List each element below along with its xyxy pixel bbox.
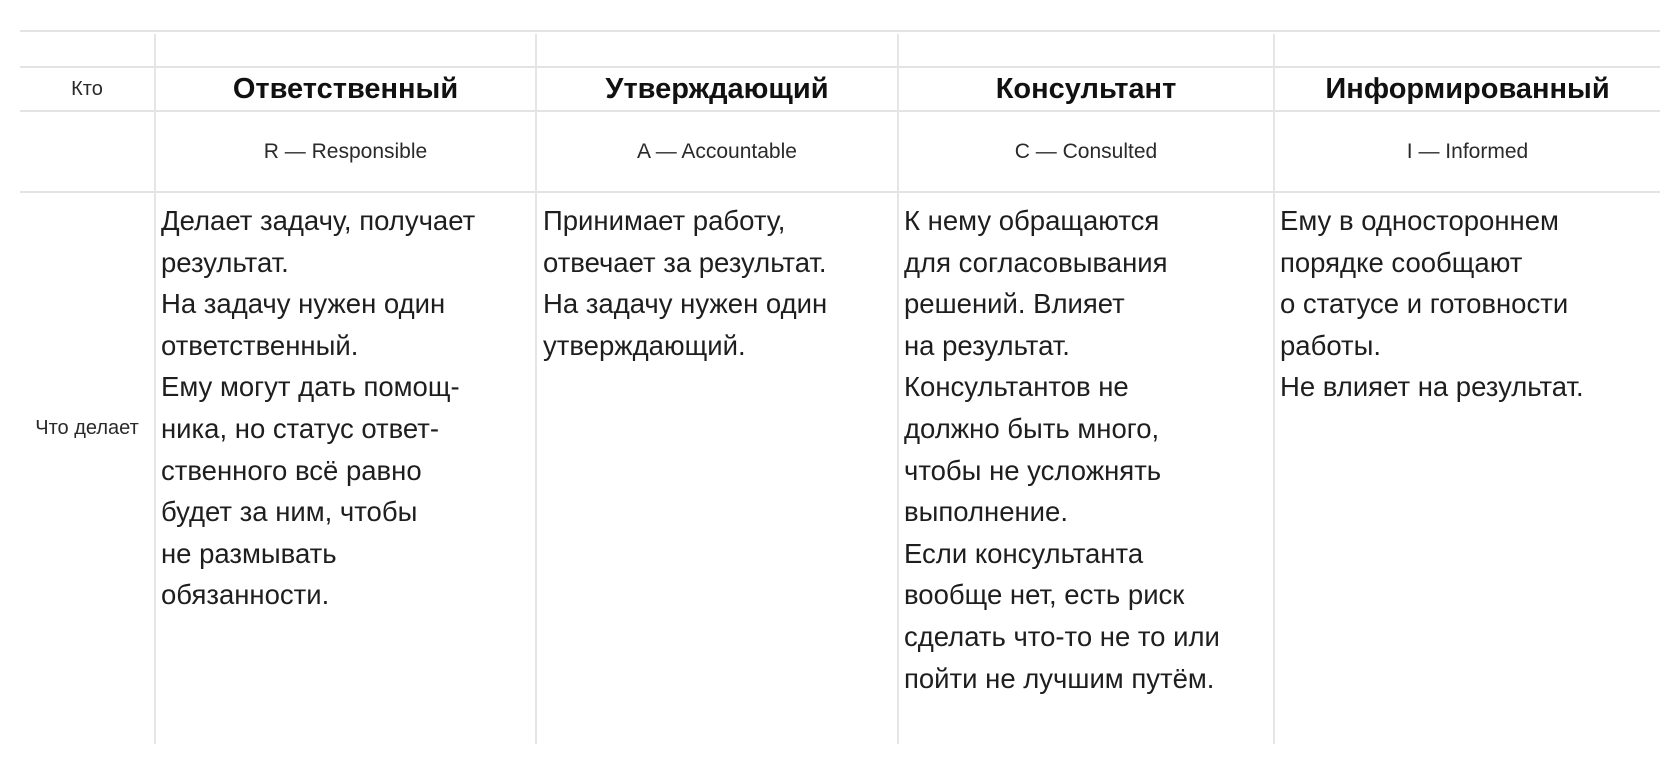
description-line: сделать что-то не то или: [904, 620, 1220, 652]
role-title-consulted: Консультант: [995, 72, 1177, 105]
rule-top: [20, 30, 1660, 32]
description-line: Ему в одностороннем: [1280, 205, 1559, 236]
description-line: вообще нет, есть риск: [904, 579, 1185, 611]
description-line: ответственный.: [161, 329, 359, 361]
description-line: не размывать: [161, 537, 337, 569]
row-label-who: Кто: [71, 77, 103, 100]
description-line: На задачу нужен один: [161, 288, 446, 320]
role-title-responsible: Ответственный: [232, 72, 459, 105]
role-title-accountable: Утверждающий: [605, 72, 829, 105]
description-line: Не влияет на результат.: [1280, 371, 1584, 403]
description-line: Делает задачу, получает: [161, 205, 476, 236]
description-line: пойти не лучшим путём.: [904, 662, 1215, 694]
description-accountable: [543, 198, 895, 366]
description-line: Принимает работу,: [543, 205, 786, 236]
description-informed: [1280, 198, 1658, 408]
description-line: отвечает за результат.: [543, 246, 827, 278]
description-line: работы.: [1280, 329, 1382, 361]
description-line: обязанности.: [161, 579, 330, 611]
description-line: о статусе и готовности: [1280, 288, 1569, 320]
description-line: для согласовывания: [904, 246, 1168, 278]
description-line: Ему могут дать помощ-: [161, 371, 460, 403]
description-line: чтобы не усложнять: [904, 454, 1162, 486]
description-line: Консультантов не: [904, 371, 1129, 403]
description-line: результат.: [161, 246, 289, 278]
role-code-accountable: A — Accountable: [637, 139, 797, 163]
description-line: на результат.: [904, 329, 1070, 361]
role-code-informed: I — Informed: [1406, 139, 1529, 163]
description-line: ственного всё равно: [161, 454, 422, 486]
description-line: На задачу нужен один: [543, 288, 828, 320]
description-line: должно быть много,: [904, 412, 1160, 444]
description-line: решений. Влияет: [904, 288, 1125, 320]
row-label-what: Что делает: [35, 416, 139, 439]
description-line: К нему обращаются: [904, 205, 1160, 236]
description-line: Если консультанта: [904, 537, 1144, 569]
description-line: утверждающий.: [543, 329, 746, 361]
role-code-responsible: R — Responsible: [263, 139, 428, 163]
description-consulted: [904, 198, 1271, 699]
description-line: выполнение.: [904, 496, 1068, 528]
description-responsible: [161, 198, 533, 616]
role-code-consulted: C — Consulted: [1014, 139, 1158, 163]
description-line: будет за ним, чтобы: [161, 496, 418, 528]
role-title-informed: Информированный: [1325, 72, 1610, 105]
rule-body-top: [20, 191, 1660, 193]
description-line: ника, но статус ответ-: [161, 412, 440, 444]
description-line: порядке сообщают: [1280, 246, 1523, 278]
